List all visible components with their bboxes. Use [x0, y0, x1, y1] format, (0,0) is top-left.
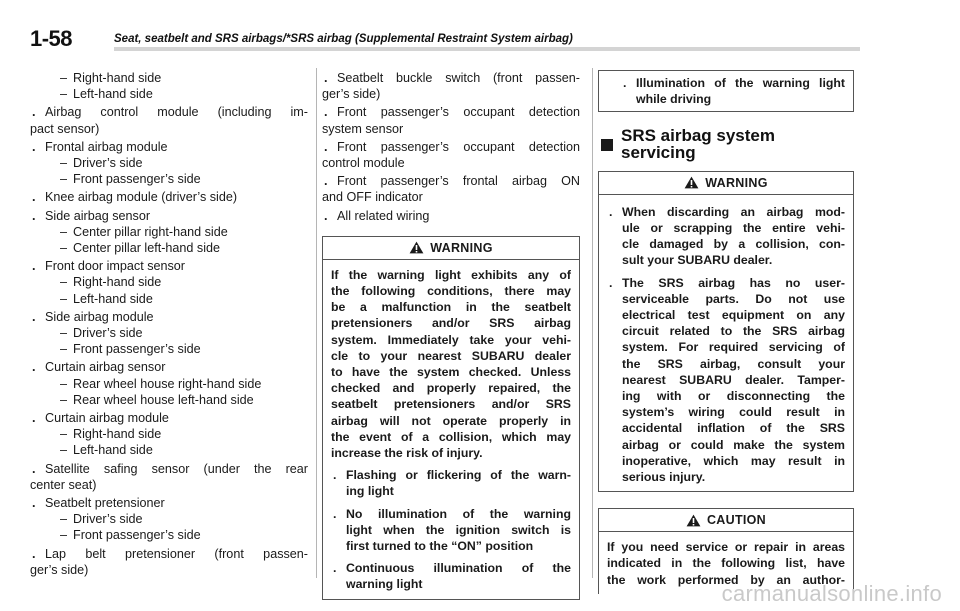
bullet-marker: .: [32, 105, 36, 120]
sub-item: – Right-hand side: [60, 427, 162, 442]
dash-marker: –: [60, 291, 68, 306]
bullet-marker: .: [623, 76, 627, 90]
warning-list-item: . The SRS airbag has no user- serviceable parts. Do not use electrical test equipment on any circuit related to the SRS airbag system. For required servicing of the SRS airbag, consult your nearest SUBARU dealer. Tamper- ing with or disconnecting the system’s wiring could result in accidental inflation of the SRS airbag or could make the system inoperative, which may result in serious injury.: [609, 275, 845, 485]
dash-marker: –: [60, 427, 68, 442]
sub-item: – Driver’s side: [60, 326, 143, 341]
bullet-marker: .: [609, 204, 613, 219]
column-2: . Seatbelt buckle switch (front passen- ger’s side) . Front passenger’s occupant detection system sensor . Front passenger’s occupant detection control module . Front passenger’s frontal airbag ON and OFF indicator . All related wiring WARNING If the warning light exhibits any of the following conditions, there may be a malfunction in the seatbelt pretensioners and/or SRS airbag system. Immediately take your vehi- cle to your nearest SUBARU dealer to have the system checked. Unless checked and properly repaired, the seatbelt pretensioners and/or SRS airbag will not operate properly in the event of a collision, which may increase the risk of injury. . Flashing or flickering of the warn- ing light . No illumination of the warning light when the ignition switch is first turned to the “ON” position . Continuous illumination of the warning light: [322, 70, 580, 600]
section-title: SRS airbag system servicing: [620, 126, 775, 162]
sub-item: – Left-hand side: [60, 443, 153, 458]
warning-label: WARNING: [705, 175, 768, 190]
bullet-marker: .: [333, 506, 337, 521]
caution-header: [599, 509, 853, 532]
dash-marker: –: [60, 224, 68, 239]
section-square-icon: [601, 139, 613, 151]
list-item: . Airbag control module (including im-: [32, 105, 308, 120]
bullet-marker: .: [324, 105, 328, 120]
sub-item: – Right-hand side: [60, 71, 162, 85]
caution-triangle-icon: [686, 514, 701, 527]
list-item: . Curtain airbag sensor: [32, 360, 166, 375]
warning-list-item: . When discarding an airbag mod- ule or scrapping the entire vehi- cle damaged by a collision, con- sult your SUBARU dealer.: [609, 204, 845, 268]
dash-marker: –: [60, 443, 68, 458]
warning-label: WARNING: [430, 240, 493, 255]
bullet-marker: .: [32, 139, 36, 154]
column-divider-2: [592, 68, 593, 578]
list-item: . Front passenger’s occupant detection: [324, 139, 580, 154]
warning-list-item: . Flashing or flickering of the warn- ing light: [333, 468, 571, 499]
section-heading: [598, 128, 854, 160]
continued-warning-box: [598, 70, 854, 112]
warning-box: [598, 171, 854, 492]
dash-marker: –: [60, 376, 68, 391]
dash-marker: –: [60, 528, 68, 543]
dash-marker: –: [60, 392, 68, 407]
list-item: . All related wiring: [324, 208, 430, 223]
warning-list-item: . No illumination of the warning light when the ignition switch is first turned to the “ON” position: [333, 506, 571, 554]
bullet-marker: .: [32, 190, 36, 205]
dash-marker: –: [60, 512, 68, 527]
list-item: . Frontal airbag module: [32, 139, 168, 154]
list-item: . Lap belt pretensioner (front passen-: [32, 546, 308, 561]
bullet-marker: .: [32, 360, 36, 375]
page-number: 1-58: [30, 26, 73, 51]
sub-item: – Rear wheel house left-hand side: [60, 392, 254, 407]
dash-marker: –: [60, 71, 68, 85]
list-item: . Knee airbag module (driver’s side): [32, 190, 238, 205]
sub-item: – Driver’s side: [60, 156, 143, 171]
chapter-title: Seat, seatbelt and SRS airbags/*SRS airbag (Supplemental Restraint System airbag): [114, 33, 573, 45]
sub-item: – Left-hand side: [60, 87, 153, 102]
column-3: [598, 70, 854, 594]
list-item: . Front passenger’s occupant detection: [324, 105, 580, 120]
bullet-marker: .: [324, 174, 328, 189]
dash-marker: –: [60, 342, 68, 357]
list-item: . Curtain airbag module: [32, 411, 169, 426]
bullet-marker: .: [32, 461, 36, 476]
sub-item: – Front passenger’s side: [60, 342, 201, 357]
bullet-marker: .: [333, 468, 337, 483]
sub-item: – Center pillar right-hand side: [60, 224, 228, 239]
dash-marker: –: [60, 156, 68, 171]
bullet-marker: .: [333, 561, 337, 576]
sub-item: – Driver’s side: [60, 512, 143, 527]
sub-item: – Front passenger’s side: [60, 172, 201, 187]
column-1: – Right-hand side – Left-hand side . Airbag control module (including im- pact sensor) . Frontal airbag module – Driver’s side – Front passenger’s side . Knee airbag module (driver’s side) . Side airbag sensor – Center pillar right-hand side – Center pillar left-hand side . Front door impact sensor – Right-hand side – Left-hand side . Side airbag module – Driver’s side – Front passenger’s side . Curtain airbag sensor – Rear wheel house right-hand side – Rear wheel house left-hand side . Curtain airbag module – Right-hand side – Left-hand side . Satellite safing sensor (under the rear center seat) . Seatbelt pretensioner – Driver’s side – Front passenger’s side . Lap belt pretensioner (front passen- ger’s side): [30, 71, 308, 577]
bullet-marker: .: [32, 208, 36, 223]
bullet-marker: .: [32, 309, 36, 324]
warning-triangle-icon: [409, 241, 424, 254]
bullet-marker: .: [32, 546, 36, 561]
dash-marker: –: [60, 326, 68, 341]
bullet-marker: .: [324, 139, 328, 154]
sub-item: – Front passenger’s side: [60, 528, 201, 543]
watermark-text: carmanualsonline.info: [721, 581, 942, 606]
warning-list-item: . Illumination of the warning light while driving: [623, 76, 845, 107]
list-item: . Seatbelt pretensioner: [32, 496, 165, 511]
sub-item: – Left-hand side: [60, 291, 153, 306]
warning-box: [322, 236, 580, 600]
sub-item: – Center pillar left-hand side: [60, 241, 221, 256]
bullet-marker: .: [32, 496, 36, 511]
header-rule: [114, 47, 860, 51]
sub-item: – Right-hand side: [60, 275, 162, 290]
sub-item: – Rear wheel house right-hand side: [60, 376, 262, 391]
list-item: . Front door impact sensor: [32, 259, 185, 274]
list-item: . Satellite safing sensor (under the rear: [32, 461, 308, 476]
warning-header: [323, 237, 579, 260]
column-divider-1: [316, 68, 317, 578]
page-header: [30, 26, 860, 52]
warning-header: [599, 172, 853, 195]
dash-marker: –: [60, 87, 68, 102]
dash-marker: –: [60, 275, 68, 290]
bullet-marker: .: [324, 208, 328, 223]
caution-label: CAUTION: [706, 513, 767, 528]
bullet-marker: .: [32, 259, 36, 274]
caution-body: If you need service or repair in areas indicated in the following list, have the work performed by an author-: [607, 540, 845, 587]
bullet-marker: .: [32, 411, 36, 426]
bullet-marker: .: [324, 71, 328, 85]
bullet-marker: .: [609, 275, 613, 290]
list-item: . Seatbelt buckle switch (front passen-: [324, 71, 580, 85]
list-item: . Side airbag module: [32, 309, 154, 324]
warning-body: If the warning light exhibits any of the following conditions, there may be a malfunction in the seatbelt pretensioners and/or SRS airbag system. Immediately take your vehi- cle to your nearest SUBARU dealer to have the system checked. Unless checked and properly repaired, the seatbelt pretensioners and/or SRS airbag will not operate properly in the event of a collision, which may increase the risk of injury. . Flashing or flickering of the warn- ing light . No illumination of the warning light when the ignition switch is first turned to the “ON” position . Continuous illumination of the warning light: [331, 267, 571, 592]
list-item: . Side airbag sensor: [32, 208, 151, 223]
warning-body: [599, 195, 853, 491]
dash-marker: –: [60, 241, 68, 256]
list-item: . Front passenger’s frontal airbag ON: [324, 174, 580, 189]
dash-marker: –: [60, 172, 68, 187]
warning-triangle-icon: [684, 176, 699, 189]
warning-list-item: . Continuous illumination of the warning light: [333, 561, 571, 592]
